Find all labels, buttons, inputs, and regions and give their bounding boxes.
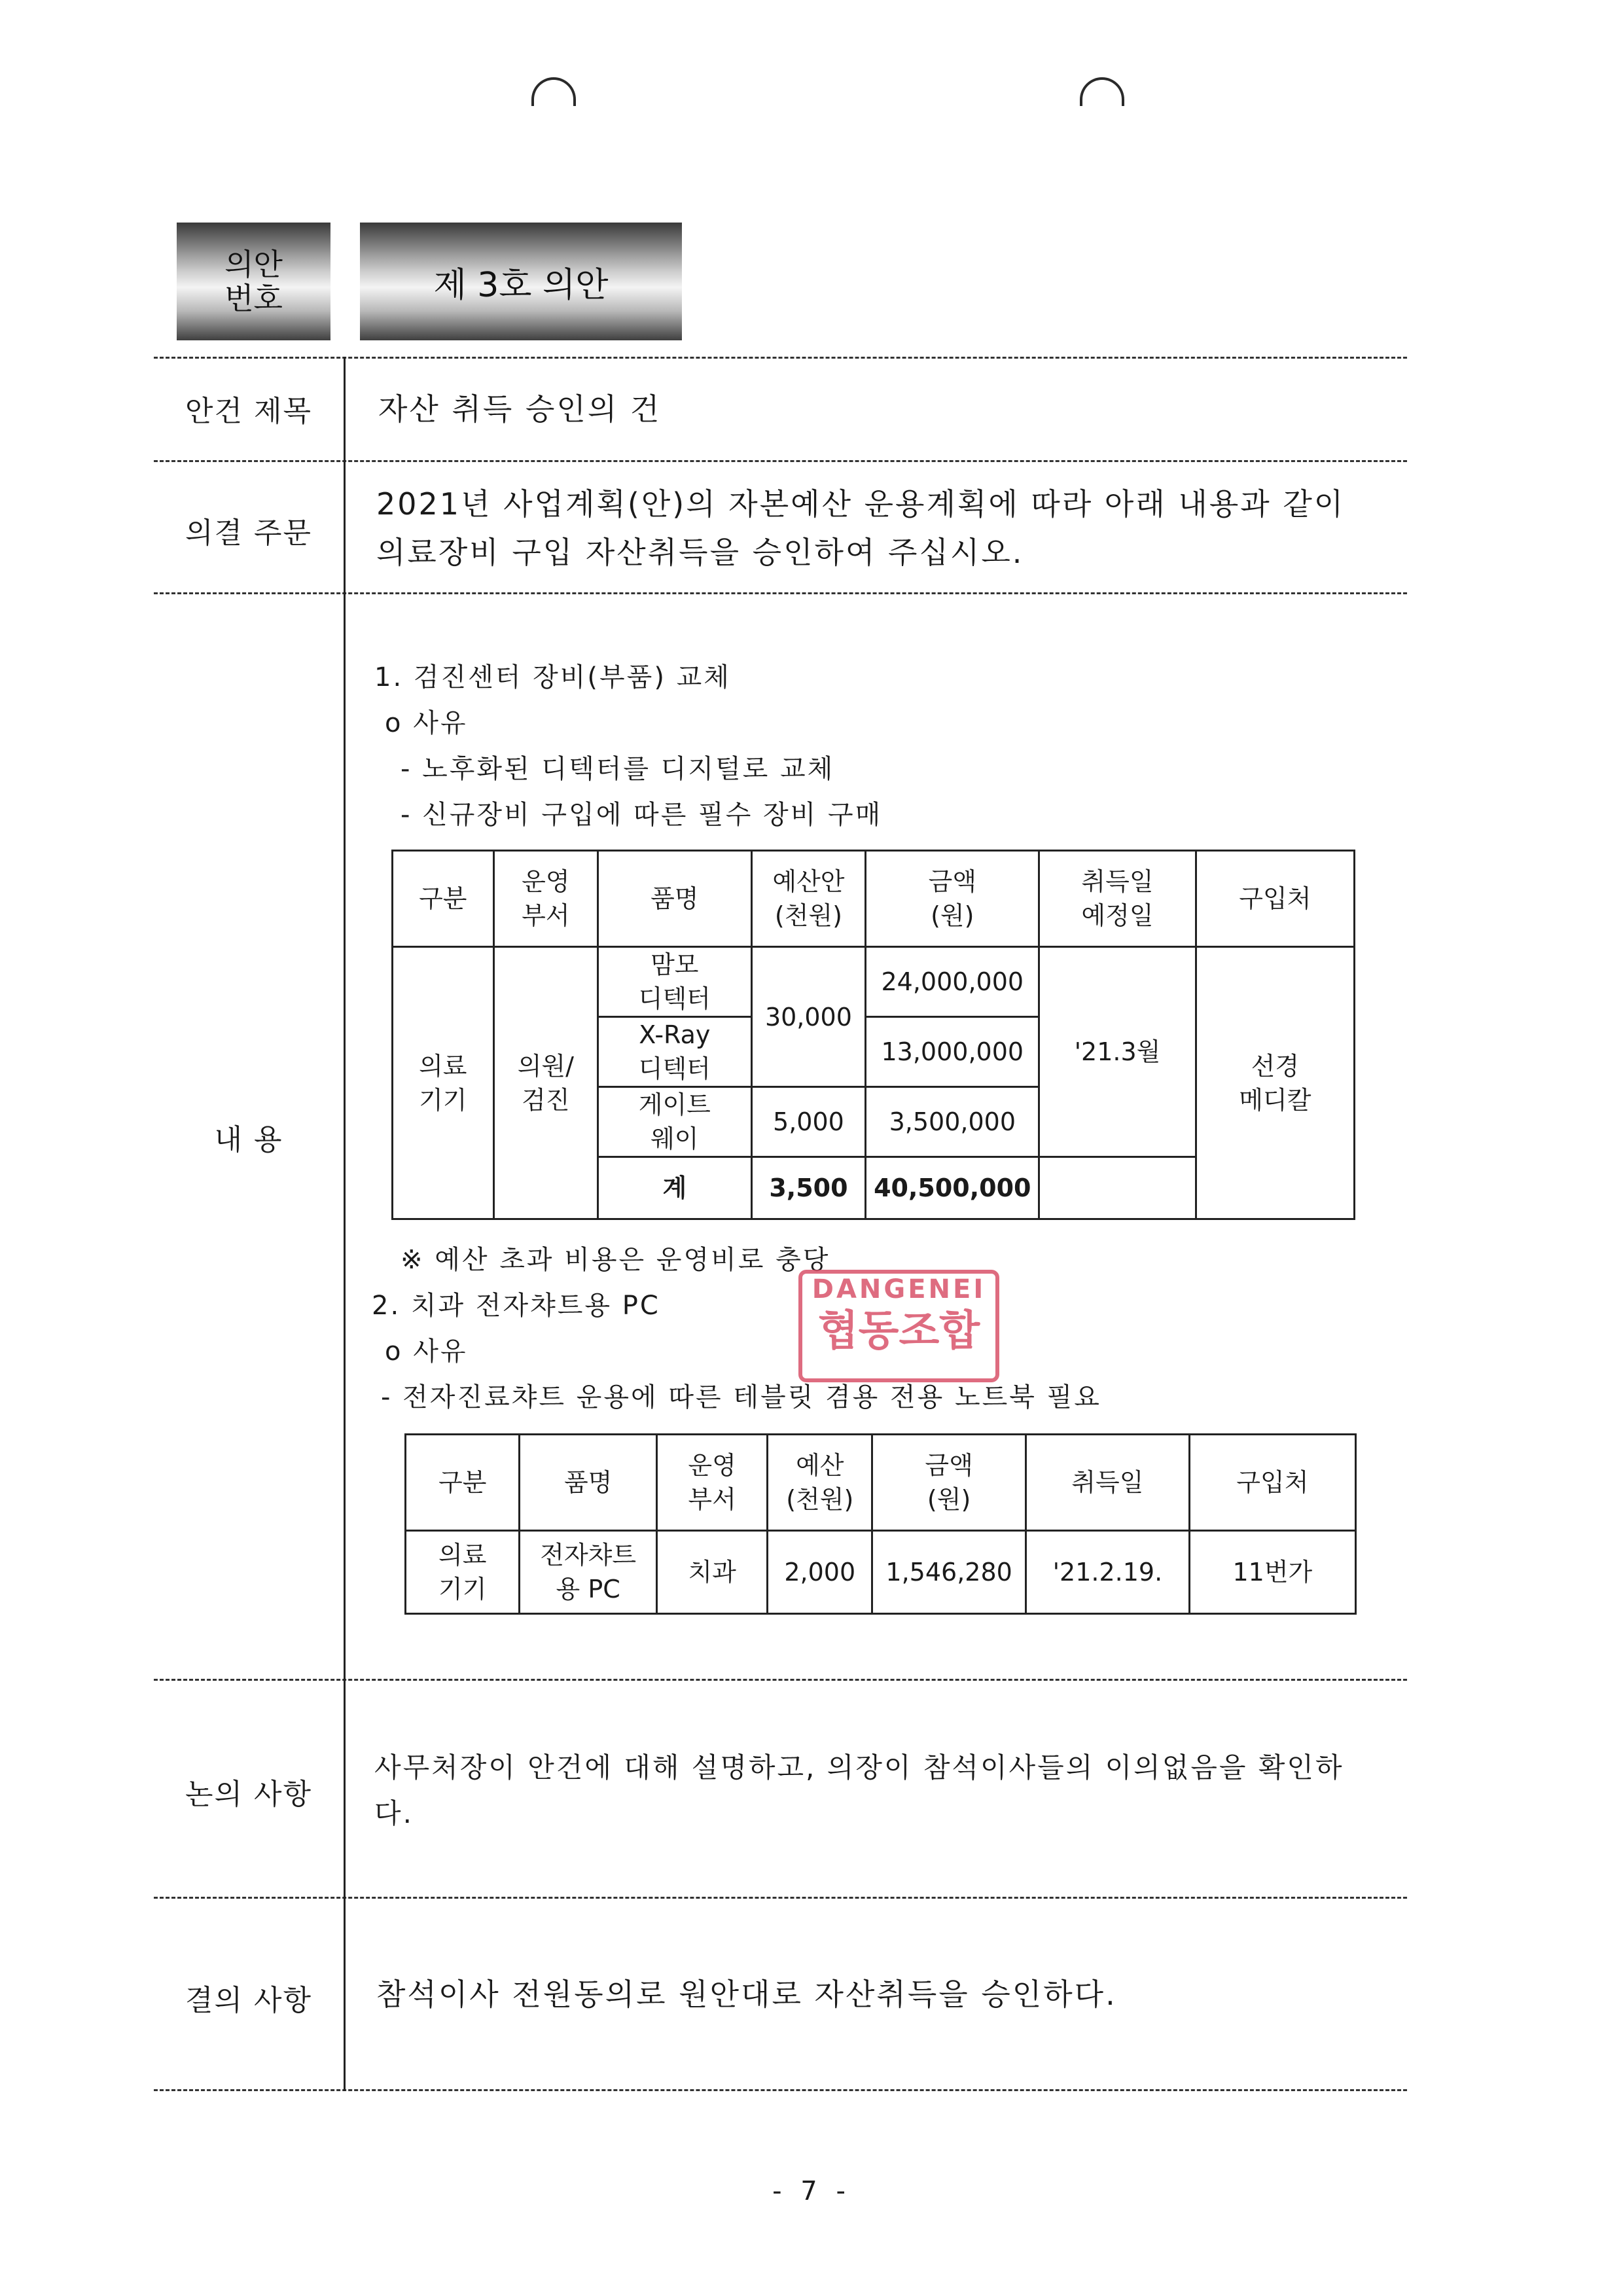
cell-dept: 치과 — [656, 1531, 768, 1614]
header-category: 구분 — [393, 851, 494, 947]
seal-stamp: DANGENEI 협동조합 — [798, 1270, 999, 1382]
header-category: 구분 — [406, 1435, 520, 1531]
cell-total-amount: 40,500,000 — [866, 1157, 1039, 1219]
cell-budget: 5,000 — [751, 1087, 866, 1157]
header-item: 품명 — [598, 851, 751, 947]
cell-budget: 30,000 — [751, 947, 866, 1087]
content-label: 내 용 — [214, 1123, 283, 1157]
header-vendor: 구입처 — [1196, 851, 1354, 947]
cell-amount: 1,546,280 — [872, 1531, 1026, 1614]
header-budget: 예산 (천원) — [768, 1435, 872, 1531]
section1-reason-title: o 사유 — [385, 708, 468, 738]
divider — [154, 592, 1407, 594]
agenda-number-label — [177, 223, 330, 340]
punch-hole-left — [531, 77, 576, 106]
divider — [154, 2089, 1407, 2091]
header-dept: 운영 부서 — [493, 851, 598, 947]
discussion-line2: 다. — [374, 1797, 414, 1829]
resolution-line1: 2021년 사업계획(안)의 자본예산 운용계획에 따라 아래 내용과 같이 — [376, 486, 1346, 522]
section1-reason-2: - 신규장비 구입에 따른 필수 장비 구매 — [401, 800, 883, 830]
title-label: 안건 제목 — [185, 395, 312, 428]
cell-date: '21.2.19. — [1026, 1531, 1190, 1614]
discussion-label: 논의 사항 — [185, 1778, 312, 1811]
cell-total-label: 계 — [598, 1157, 751, 1219]
header-budget: 예산안 (천원) — [751, 851, 866, 947]
divider — [154, 1897, 1407, 1899]
decision-value: 참석이사 전원동의로 원안대로 자산취득을 승인하다. — [376, 1977, 1117, 2012]
page-number: - 7 - — [772, 2176, 851, 2206]
title-value: 자산 취득 승인의 건 — [378, 391, 662, 427]
cell-item: X-Ray 디텍터 — [598, 1017, 751, 1087]
cell-item: 맘모 디텍터 — [598, 947, 751, 1017]
table-header-row — [393, 851, 1355, 947]
cell-dept: 의원/ 검진 — [493, 947, 598, 1219]
section1-heading: 1. 검진센터 장비(부품) 교체 — [374, 662, 731, 692]
cell-category: 의료 기기 — [393, 947, 494, 1219]
equipment-table — [391, 850, 1355, 1220]
header-amount: 금액 (원) — [866, 851, 1039, 947]
table-row — [406, 1531, 1356, 1614]
table-header-row — [406, 1435, 1356, 1531]
divider — [154, 460, 1407, 462]
cell-vendor: 11번가 — [1189, 1531, 1355, 1614]
header-date: 취득일 — [1026, 1435, 1190, 1531]
header-dept: 운영 부서 — [656, 1435, 768, 1531]
section2-reason-1: - 전자진료챠트 운용에 따른 테블릿 겸용 전용 노트북 필요 — [381, 1382, 1101, 1412]
cell-date: '21.3월 — [1039, 947, 1196, 1157]
section1-reason-1: - 노후화된 디텍터를 디지털로 교체 — [401, 754, 835, 784]
cell-item: 전자챠트 용 PC — [520, 1531, 656, 1614]
agenda-number-label-line1: 의안 — [224, 247, 283, 282]
divider — [154, 357, 1407, 359]
pc-table — [404, 1433, 1357, 1615]
table-row — [393, 947, 1355, 1017]
agenda-number — [360, 223, 682, 340]
header-item: 품명 — [520, 1435, 656, 1531]
agenda-number-text: 제 3호 의안 — [433, 265, 609, 305]
resolution-line2: 의료장비 구입 자산취득을 승인하여 주십시오. — [376, 535, 1024, 570]
cell-amount: 3,500,000 — [866, 1087, 1039, 1157]
discussion-line1: 사무처장이 안건에 대해 설명하고, 의장이 참석이사들의 이의없음을 확인하 — [374, 1751, 1344, 1784]
cell-amount: 13,000,000 — [866, 1017, 1039, 1087]
header-date: 취득일 예정일 — [1039, 851, 1196, 947]
decision-label: 결의 사항 — [185, 1984, 312, 2017]
section2-reason-title: o 사유 — [385, 1336, 468, 1367]
divider — [154, 1679, 1407, 1681]
cell-vendor: 선경 메디칼 — [1196, 947, 1354, 1219]
header-vendor: 구입처 — [1189, 1435, 1355, 1531]
column-divider — [344, 357, 346, 2091]
agenda-number-label-line2: 번호 — [224, 281, 283, 316]
cell-total-budget: 3,500 — [751, 1157, 866, 1219]
cell-budget: 2,000 — [768, 1531, 872, 1614]
header-amount: 금액 (원) — [872, 1435, 1026, 1531]
cell-amount: 24,000,000 — [866, 947, 1039, 1017]
punch-hole-right — [1080, 77, 1124, 106]
cell-date-empty — [1039, 1157, 1196, 1219]
cell-item: 게이트 웨이 — [598, 1087, 751, 1157]
section1-note: ※ 예산 초과 비용은 운영비로 충당 — [401, 1245, 830, 1275]
section2-heading: 2. 치과 전자챠트용 PC — [372, 1291, 660, 1321]
cell-category: 의료 기기 — [406, 1531, 520, 1614]
resolution-label: 의결 주문 — [185, 516, 312, 550]
